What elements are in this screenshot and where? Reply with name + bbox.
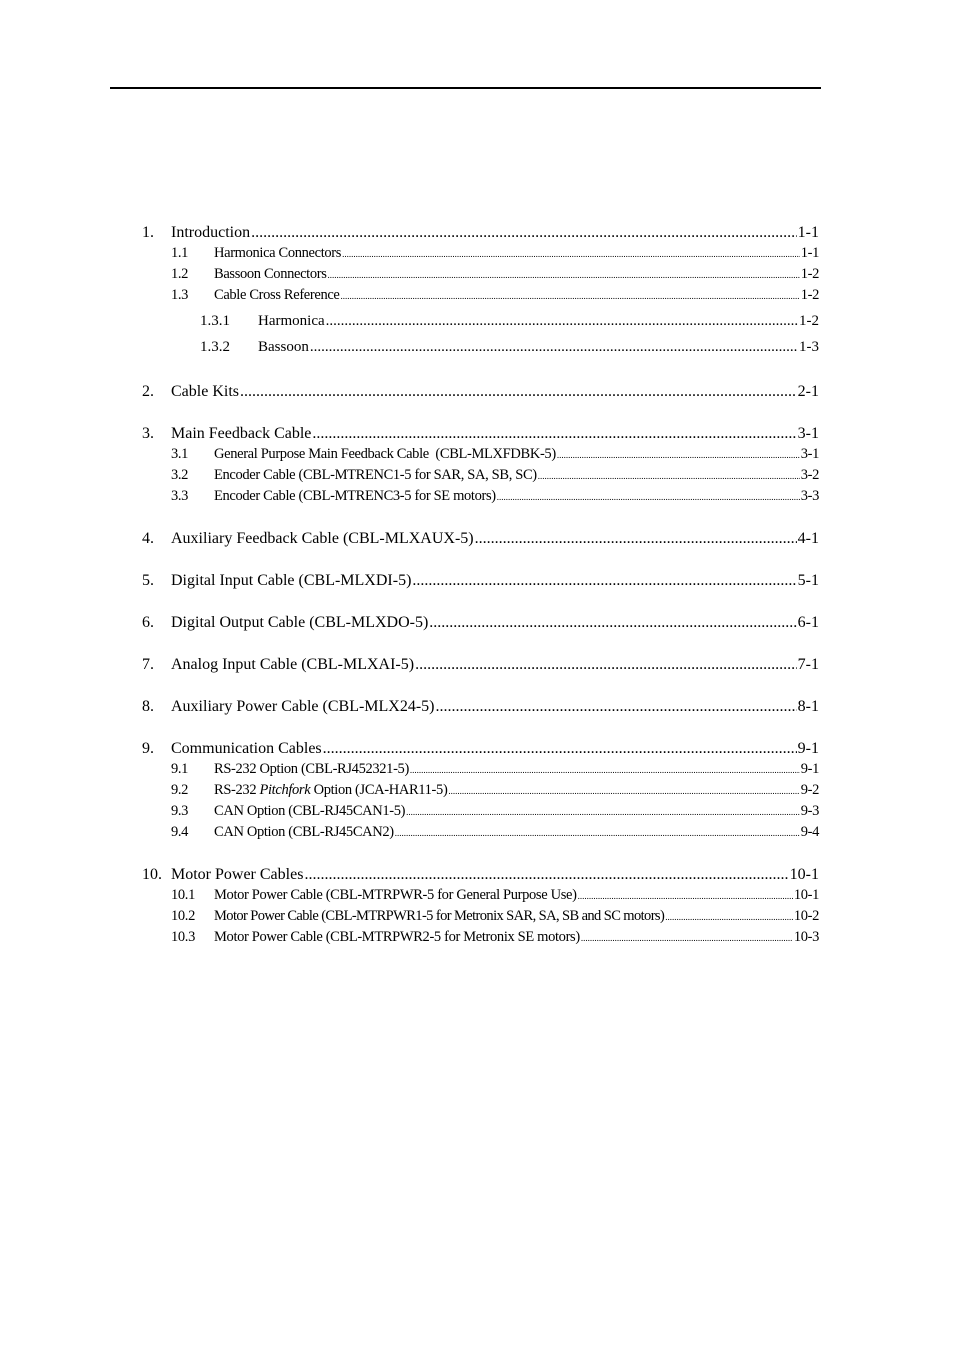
toc-entry-title-emphasis: Pitchfork <box>259 782 311 798</box>
toc-entry-number: 6. <box>142 614 154 631</box>
toc-entry-number: 10. <box>142 866 162 883</box>
toc-entry-page: 3-1 <box>797 425 819 442</box>
toc-entry-number: 1.1 <box>171 245 189 261</box>
toc-entry-title: Digital Output Cable (CBL-MLXDO-5) <box>171 614 429 631</box>
toc-entry-number: 10.3 <box>171 929 195 945</box>
toc-entry-number: 2. <box>142 383 154 400</box>
toc-leader <box>328 270 800 280</box>
toc-leader <box>578 891 793 901</box>
toc-entry-number: 9.4 <box>171 824 189 840</box>
toc-entry-page: 1-2 <box>800 266 819 282</box>
toc-entry-title: Motor Power Cable (CBL-MTRPWR1-5 for Metronix SAR, SA, SB and SC motors) <box>214 908 665 924</box>
toc-entry-number: 3. <box>142 425 154 442</box>
toc-leader <box>448 786 799 796</box>
toc-entry-page: 9-3 <box>800 803 819 819</box>
toc-entry-title: Digital Input Cable (CBL-MLXDI-5) <box>171 572 412 589</box>
toc-entry-title: Auxiliary Power Cable (CBL-MLX24-5) <box>171 698 435 715</box>
toc-entry-page: 9-1 <box>800 761 819 777</box>
toc-leader <box>412 572 796 590</box>
toc-entry[interactable] <box>142 425 819 446</box>
toc-entry[interactable] <box>142 614 819 635</box>
toc-entry-title: Bassoon <box>258 339 309 355</box>
toc-entry-title: Harmonica Connectors <box>214 245 342 261</box>
toc-entry-title: Cable Kits <box>171 383 239 400</box>
toc-entry-number: 1.3 <box>171 287 189 303</box>
toc-entry-page: 1-3 <box>799 339 819 355</box>
toc-leader <box>240 383 797 401</box>
toc-entry[interactable] <box>142 887 819 908</box>
toc-entry-number: 9.1 <box>171 761 189 777</box>
toc-entry-page: 1-2 <box>799 313 819 329</box>
toc-entry-title-part: RS-232 <box>214 782 260 798</box>
toc-entry-title: Encoder Cable (CBL-MTRENC3-5 for SE motors) <box>214 488 496 504</box>
toc-entry-number: 10.2 <box>171 908 195 924</box>
toc-entry[interactable] <box>142 467 819 488</box>
toc-entry-title: Motor Power Cable (CBL-MTRPWR-5 for General Purpose Use) <box>214 887 577 903</box>
toc-entry-number: 10.1 <box>171 887 195 903</box>
toc-entry[interactable] <box>142 530 819 551</box>
toc-entry[interactable] <box>142 866 819 887</box>
toc-entry-page: 9-1 <box>797 740 819 757</box>
toc-entry-number: 3.1 <box>171 446 189 462</box>
toc-entry-number: 3.3 <box>171 488 189 504</box>
toc-entry[interactable] <box>142 656 819 677</box>
toc-entry[interactable] <box>142 310 819 336</box>
toc-entry-title: Communication Cables <box>171 740 322 757</box>
toc-entry-title: Motor Power Cables <box>171 866 304 883</box>
toc-leader <box>665 912 793 922</box>
toc-entry-number: 8. <box>142 698 154 715</box>
toc-entry-title: Harmonica <box>258 313 325 329</box>
toc-entry-page: 3-1 <box>800 446 819 462</box>
toc-entry[interactable] <box>142 908 819 929</box>
toc-entry[interactable] <box>142 336 819 362</box>
toc-leader <box>557 450 800 460</box>
toc-entry-title: Encoder Cable (CBL-MTRENC1-5 for SAR, SA, SB, SC) <box>214 467 537 483</box>
toc-entry[interactable] <box>142 761 819 782</box>
toc-entry-number: 1.3.2 <box>200 339 230 355</box>
toc-leader <box>304 866 788 884</box>
toc-entry-number: 1.3.1 <box>200 313 230 329</box>
toc-entry-number: 4. <box>142 530 154 547</box>
toc-entry-page: 10-2 <box>793 908 819 924</box>
toc-entry[interactable] <box>142 224 819 245</box>
toc-entry-page: 9-2 <box>800 782 819 798</box>
toc-entry[interactable] <box>142 824 819 845</box>
toc-entry-page: 1-2 <box>800 287 819 303</box>
toc-leader <box>581 933 793 943</box>
toc-entry[interactable] <box>142 698 819 719</box>
toc-leader <box>475 530 797 548</box>
toc-leader <box>436 698 797 716</box>
toc-entry[interactable] <box>142 287 819 308</box>
toc-leader <box>251 224 797 242</box>
toc-entry-title: General Purpose Main Feedback Cable (CBL-MLXFDBK-5) <box>214 446 556 462</box>
toc-leader <box>538 471 800 481</box>
toc-entry[interactable] <box>142 488 819 509</box>
toc-entry-page: 10-1 <box>793 887 819 903</box>
toc-entry[interactable] <box>142 782 819 803</box>
toc-entry-page: 7-1 <box>797 656 819 673</box>
toc-entry[interactable] <box>142 740 819 761</box>
toc-leader <box>342 249 800 259</box>
toc-leader <box>326 313 798 330</box>
toc-entry-page: 4-1 <box>797 530 819 547</box>
toc-entry-page: 2-1 <box>797 383 819 400</box>
toc-entry-title: CAN Option (CBL-RJ45CAN1-5) <box>214 803 406 819</box>
toc-entry-title: Analog Input Cable (CBL-MLXAI-5) <box>171 656 415 673</box>
toc-entry-page: 3-3 <box>800 488 819 504</box>
toc-leader <box>410 765 800 775</box>
toc-entry-page: 10-3 <box>793 929 819 945</box>
toc-entry-number: 9. <box>142 740 154 757</box>
toc-leader <box>323 740 797 758</box>
toc-entry-page: 6-1 <box>797 614 819 631</box>
toc-leader <box>312 425 796 443</box>
toc-entry-number: 5. <box>142 572 154 589</box>
toc-leader <box>395 828 800 838</box>
toc-entry[interactable] <box>142 266 819 287</box>
toc-leader <box>497 492 800 502</box>
table-of-contents <box>142 224 819 950</box>
toc-entry-title: Bassoon Connectors <box>214 266 327 282</box>
toc-entry-title: Main Feedback Cable <box>171 425 312 442</box>
toc-entry[interactable] <box>142 929 819 950</box>
toc-leader <box>429 614 796 632</box>
toc-entry[interactable] <box>142 245 819 266</box>
toc-entry-title-part: Option (JCA-HAR11-5) <box>310 782 448 798</box>
toc-entry-number: 1.2 <box>171 266 189 282</box>
toc-entry-page: 1-1 <box>797 224 819 241</box>
toc-entry[interactable] <box>142 572 819 593</box>
toc-entry-title: Cable Cross Reference <box>214 287 340 303</box>
toc-entry-page: 10-1 <box>789 866 819 883</box>
toc-entry-page: 9-4 <box>800 824 819 840</box>
toc-entry-number: 1. <box>142 224 154 241</box>
toc-entry-title: Motor Power Cable (CBL-MTRPWR2-5 for Metronix SE motors) <box>214 929 580 945</box>
toc-entry-title: Introduction <box>171 224 251 241</box>
toc-entry-page: 3-2 <box>800 467 819 483</box>
toc-entry[interactable] <box>142 446 819 467</box>
toc-entry-page: 5-1 <box>797 572 819 589</box>
toc-leader <box>415 656 797 674</box>
toc-entry-number: 9.3 <box>171 803 189 819</box>
toc-entry-page: 8-1 <box>797 698 819 715</box>
toc-entry-number: 9.2 <box>171 782 189 798</box>
toc-entry[interactable] <box>142 803 819 824</box>
toc-entry-number: 7. <box>142 656 154 673</box>
toc-entry-title: Auxiliary Feedback Cable (CBL-MLXAUX-5) <box>171 530 474 547</box>
toc-entry-title: CAN Option (CBL-RJ45CAN2) <box>214 824 394 840</box>
toc-entry-page: 1-1 <box>800 245 819 261</box>
toc-entry-title: RS-232 Option (CBL-RJ452321-5) <box>214 761 409 777</box>
toc-leader <box>406 807 800 817</box>
toc-leader <box>341 291 800 301</box>
toc-leader <box>310 339 798 356</box>
toc-entry-number: 3.2 <box>171 467 189 483</box>
header-rule <box>110 87 821 89</box>
toc-entry-title <box>214 782 447 799</box>
toc-entry[interactable] <box>142 383 819 404</box>
